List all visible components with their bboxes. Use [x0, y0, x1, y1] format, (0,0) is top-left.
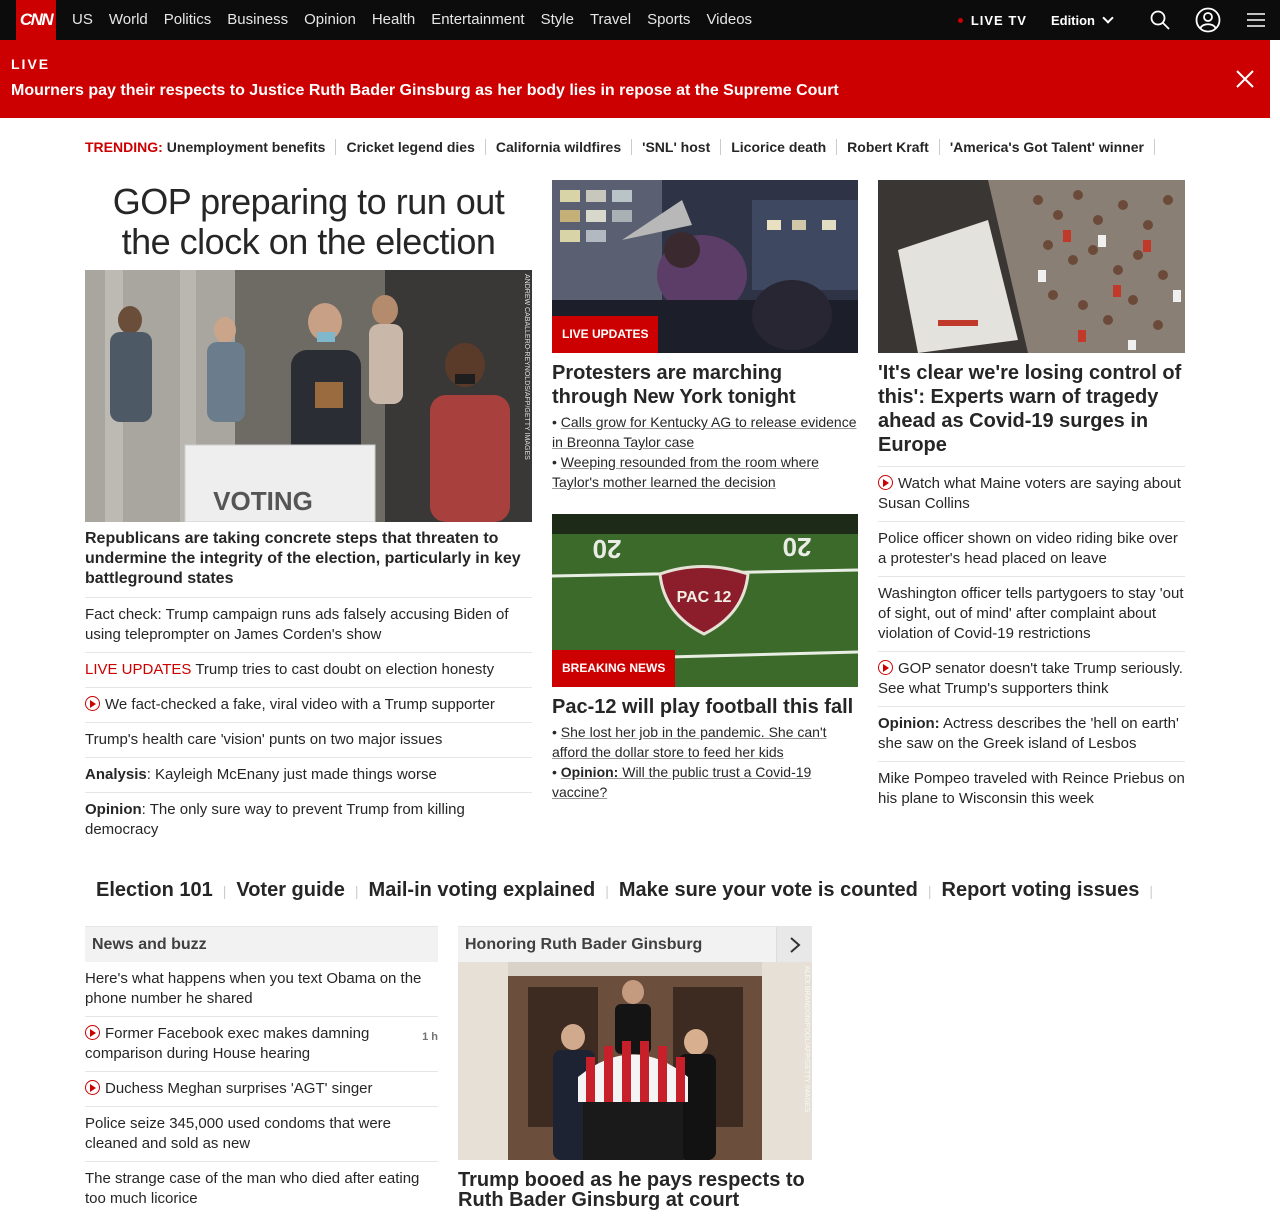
list-item[interactable] [85, 1162, 438, 1216]
cnn-logo[interactable]: CNN [16, 0, 56, 40]
section-nav [64, 0, 760, 40]
right-related-list [878, 466, 1185, 816]
trending-item[interactable]: California wildfires [496, 139, 632, 155]
close-icon[interactable] [1234, 68, 1256, 90]
bullet-link[interactable]: • Opinion: Will the public trust a Covid-19 vaccine? [552, 764, 812, 800]
opinion-label: Opinion: [878, 715, 940, 732]
list-item-text: Actress describes the 'hell on earth' she saw on the Greek island of Lesbos [878, 715, 1179, 752]
middle-column [552, 180, 858, 802]
trending-item[interactable]: Cricket legend dies [346, 139, 485, 155]
list-item[interactable] [85, 1107, 438, 1162]
election-link[interactable]: Report voting issues [941, 879, 1140, 901]
right-column [878, 180, 1185, 816]
protest-photo[interactable] [552, 180, 858, 353]
list-item-text: Police seize 345,000 used condoms that were cleaned and sold as new [85, 1115, 392, 1152]
live-banner[interactable] [0, 40, 1270, 118]
search-icon [1150, 10, 1170, 30]
rbg-headline[interactable]: Trump booed as he pays respects to Ruth Bader Ginsburg at court [458, 1169, 805, 1211]
nav-link-travel[interactable]: Travel [589, 11, 632, 28]
election-link[interactable]: Mail-in voting explained [368, 879, 596, 901]
zone-header-label: Honoring Ruth Bader Ginsburg [465, 936, 703, 953]
menu-icon [1247, 12, 1265, 28]
list-item[interactable] [85, 688, 532, 723]
list-item[interactable] [85, 962, 438, 1017]
account-button[interactable] [1184, 0, 1232, 40]
list-item[interactable] [85, 793, 532, 847]
field-yard-number: 20 [782, 532, 812, 562]
bullet-link[interactable]: • She lost her job in the pandemic. She can't afford the dollar store to feed her kids [552, 724, 827, 760]
play-icon [878, 660, 893, 675]
list-item-text: : Kayleigh McEnany just made things worse [146, 766, 437, 783]
list-item[interactable] [878, 522, 1185, 577]
list-item-text: Police officer shown on video riding bike over a protester's head placed on leave [878, 530, 1178, 567]
lead-story-column [85, 180, 532, 847]
list-item-text: Watch what Maine voters are saying about Susan Collins [878, 475, 1181, 512]
bullet-link-text: She lost her job in the pandemic. She can't afford the dollar store to feed her kids [552, 724, 827, 760]
bullet-link-text: Calls grow for Kentucky AG to release evidence in Breonna Taylor case [552, 414, 857, 450]
nav-utilities [958, 0, 1280, 40]
protest-headline[interactable]: Protesters are marching through New York tonight [552, 362, 796, 408]
analysis-label: Analysis [85, 766, 147, 783]
nav-link-style[interactable]: Style [540, 11, 574, 28]
chevron-down-icon [1102, 12, 1113, 23]
opinion-label: Opinion: [560, 764, 619, 780]
photo-credit: ALEX BRANDON/POOL/AFP/GETTY IMAGES [803, 966, 810, 1113]
nav-link-entertainment[interactable]: Entertainment [431, 11, 525, 28]
pac12-headline[interactable]: Pac-12 will play football this fall [552, 696, 854, 718]
list-item-text: Former Facebook exec makes damning comparison during House hearing [85, 1025, 370, 1062]
divider: | [222, 882, 227, 899]
opinion-label: Opinion [85, 801, 142, 818]
news-and-buzz [85, 926, 438, 1216]
crowd-photo[interactable] [878, 180, 1185, 353]
top-nav [0, 0, 1280, 40]
list-item-text: Trump tries to cast doubt on election honesty [191, 661, 495, 678]
crowd-image [878, 180, 1185, 353]
list-item-text: Mike Pompeo traveled with Reince Priebus on his plane to Wisconsin this week [878, 770, 1185, 807]
divider: | [927, 882, 932, 899]
nav-link-world[interactable]: World [108, 11, 148, 28]
nav-link-health[interactable]: Health [371, 11, 416, 28]
honoring-rbg [458, 926, 812, 1210]
nav-link-politics[interactable]: Politics [163, 11, 212, 28]
edition-dropdown[interactable] [1051, 13, 1112, 28]
play-icon [85, 1025, 100, 1040]
divider: | [354, 882, 359, 899]
field-yard-number: 20 [592, 534, 622, 564]
list-item[interactable] [85, 653, 532, 688]
trending-item[interactable]: 'SNL' host [642, 139, 721, 155]
voting-line-image [85, 270, 532, 522]
list-item[interactable] [85, 1072, 438, 1107]
voting-sign: VOTING [213, 486, 313, 516]
list-item[interactable] [85, 1017, 438, 1072]
nav-link-videos[interactable]: Videos [706, 11, 753, 28]
list-item[interactable] [85, 758, 532, 793]
pac12-logo-text: PAC 12 [676, 589, 732, 606]
list-item-text: : The only sure way to prevent Trump from killing democracy [85, 801, 465, 838]
trending-bar [85, 139, 1165, 155]
list-item[interactable] [878, 577, 1185, 652]
live-label: LIVE [11, 56, 51, 72]
supreme-court-image [458, 962, 812, 1160]
next-button[interactable] [776, 927, 812, 963]
lead-headline[interactable]: GOP preparing to run out the clock on the election [112, 181, 505, 262]
bullet-link[interactable]: • Weeping resounded from the room where Taylor's mother learned the decision [552, 454, 819, 490]
divider: | [1149, 882, 1153, 899]
nav-link-opinion[interactable]: Opinion [304, 11, 356, 28]
protest-bullets [552, 412, 858, 492]
list-item[interactable] [878, 652, 1185, 707]
list-item-text: Washington officer tells partygoers to stay 'out of sight, out of mind' after complaint about violation of Covid-19 restrictions [878, 585, 1184, 642]
list-item-text: The strange case of the man who died after eating too much licorice [85, 1170, 420, 1207]
election-link[interactable]: Election 101 [96, 879, 213, 901]
list-item[interactable] [878, 707, 1185, 762]
chevron-right-icon [789, 936, 801, 954]
play-icon [85, 696, 100, 711]
list-item-text: GOP senator doesn't take Trump seriously. See what Trump's supporters think [878, 660, 1183, 697]
live-dot-icon [958, 18, 963, 23]
bullet-link-text: Will the public trust a Covid-19 vaccine? [552, 764, 812, 800]
list-item-text: Trump's health care 'vision' punts on two major issues [85, 731, 443, 748]
play-icon [85, 1080, 100, 1095]
live-tv-link[interactable] [958, 13, 1027, 28]
election-links [96, 879, 1163, 902]
play-icon [878, 475, 893, 490]
list-item[interactable] [85, 723, 532, 758]
rbg-photo[interactable] [458, 962, 812, 1160]
covid-europe-headline[interactable]: 'It's clear we're losing control of this': Experts warn of tragedy ahead as Covid-19 surges in Europe [878, 362, 1182, 456]
bullet-link[interactable]: • Calls grow for Kentucky AG to release evidence in Breonna Taylor case [552, 414, 857, 450]
list-item[interactable] [878, 762, 1185, 816]
live-tv-label: LIVE TV [970, 12, 1027, 28]
list-item-text: Here's what happens when you text Obama on the phone number he shared [85, 970, 422, 1007]
list-item-text: Duchess Meghan surprises 'AGT' singer [105, 1080, 373, 1097]
list-item[interactable] [85, 598, 532, 653]
lead-subheadline[interactable]: Republicans are taking concrete steps that threaten to undermine the integrity of the election, particularly in key battleground states [85, 529, 532, 598]
trending-item[interactable]: Unemployment benefits [167, 139, 337, 155]
trending-item[interactable]: Licorice death [731, 139, 837, 155]
live-headline[interactable]: Mourners pay their respects to Justice Ruth Bader Ginsburg as her body lies in repose at the Supreme Court [11, 82, 839, 99]
list-item[interactable] [878, 466, 1185, 522]
live-updates-badge: LIVE UPDATES [552, 316, 658, 353]
nav-link-us[interactable]: US [72, 11, 93, 28]
lead-related-list [85, 598, 532, 847]
trending-item[interactable]: 'America's Got Talent' winner [950, 139, 1155, 155]
nav-link-sports[interactable]: Sports [647, 11, 691, 28]
search-button[interactable] [1136, 0, 1184, 40]
zone-header [458, 926, 812, 962]
nav-link-business[interactable]: Business [227, 11, 289, 28]
zone-header: News and buzz [85, 926, 438, 962]
photo-credit: ANDREW CABALLERO-REYNOLDS/AFP/GETTY IMAGES [523, 274, 530, 460]
list-item-text: Fact check: Trump campaign runs ads falsely accusing Biden of using teleprompter on James Corden's show [85, 606, 509, 643]
timestamp: 1 h [422, 1031, 438, 1043]
breaking-news-badge: BREAKING NEWS [552, 650, 675, 687]
trending-label: TRENDING: [85, 139, 163, 155]
election-link[interactable]: Make sure your vote is counted [618, 879, 918, 901]
menu-button[interactable] [1232, 0, 1280, 40]
football-photo[interactable] [552, 514, 858, 687]
divider: | [605, 882, 609, 899]
election-link[interactable]: Voter guide [236, 879, 345, 901]
live-updates-tag: LIVE UPDATES [85, 661, 192, 678]
pac12-bullets [552, 722, 858, 802]
list-item-text: We fact-checked a fake, viral video with a Trump supporter [105, 696, 495, 713]
account-icon [1195, 7, 1221, 33]
lead-photo[interactable] [85, 270, 532, 522]
trending-item[interactable]: Robert Kraft [847, 139, 940, 155]
edition-label: Edition [1050, 12, 1095, 28]
bullet-link-text: Weeping resounded from the room where Taylor's mother learned the decision [552, 454, 819, 490]
